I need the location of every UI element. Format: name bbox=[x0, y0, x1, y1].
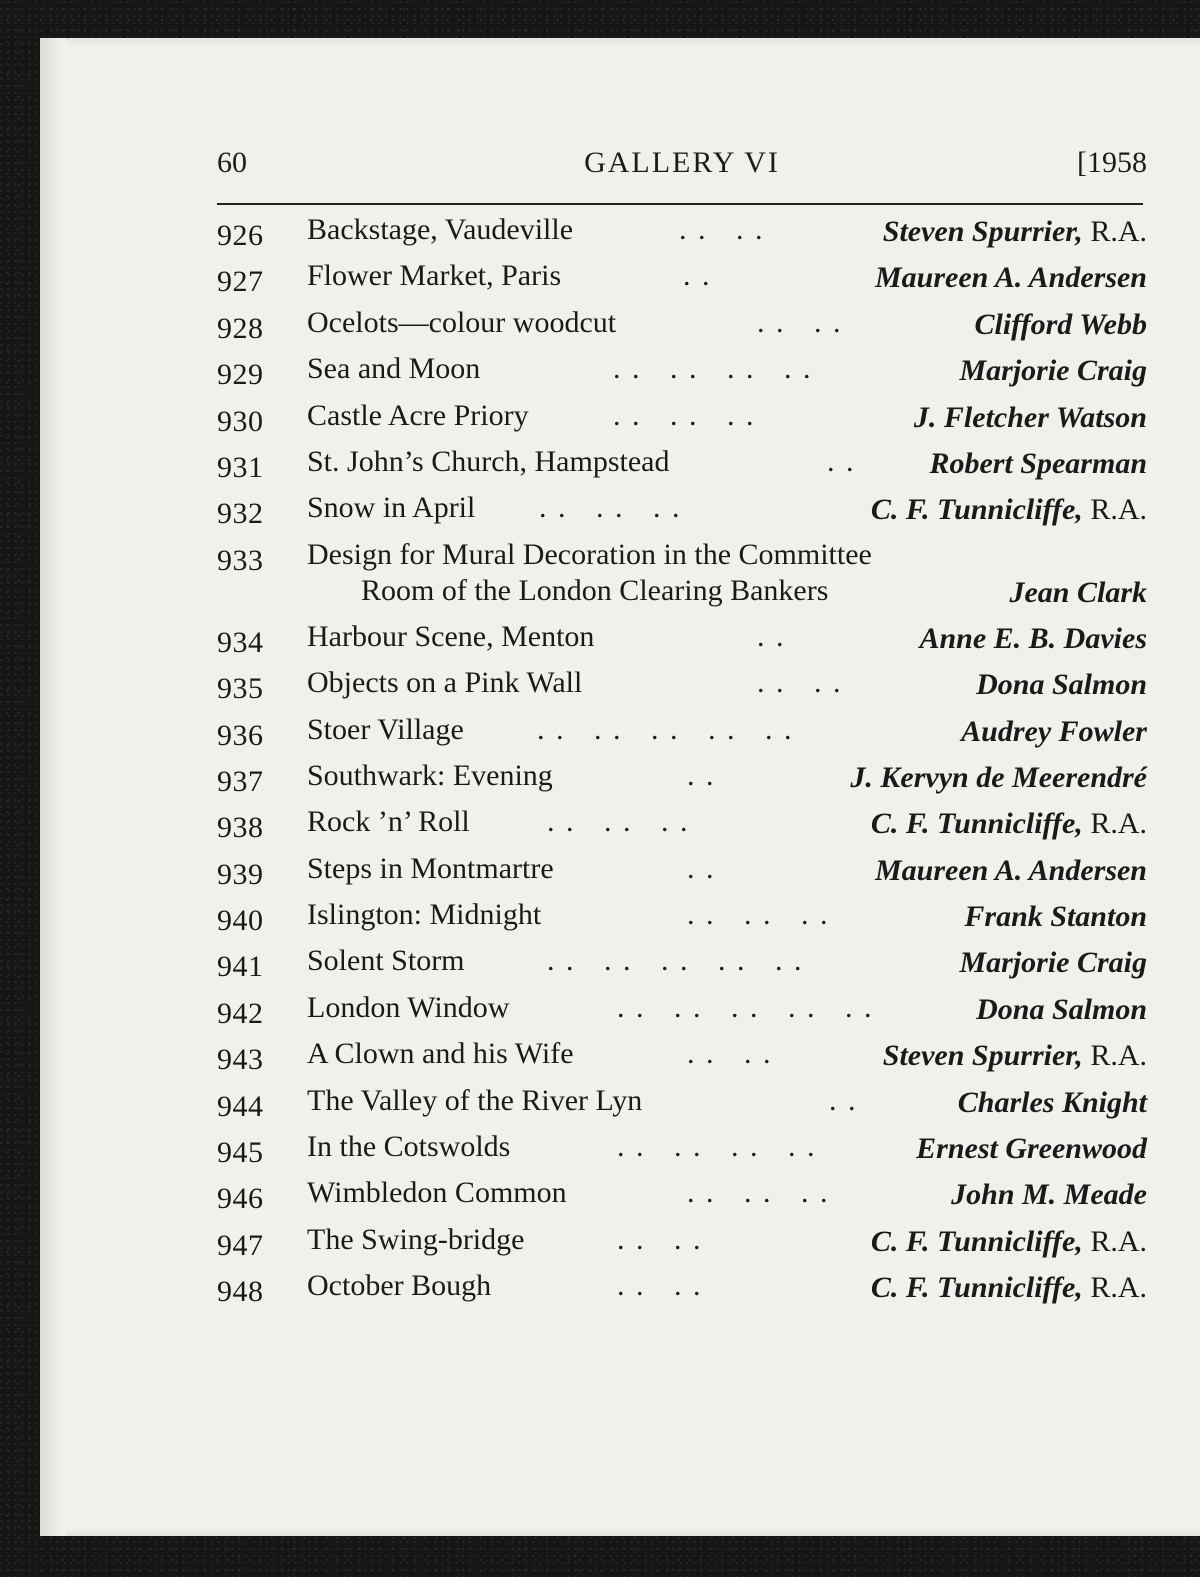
entry-title: A Clown and his Wife bbox=[307, 1037, 574, 1071]
artist-name: Steven Spurrier, bbox=[882, 215, 1083, 248]
dot-leaders: . . . . bbox=[757, 305, 843, 339]
catalogue-entry bbox=[217, 538, 1147, 620]
catalogue-list bbox=[217, 213, 1147, 1316]
catalogue-entry bbox=[217, 445, 1147, 491]
artist-name: Steven Spurrier, bbox=[882, 1039, 1083, 1073]
artist-name: J. Fletcher Watson bbox=[913, 400, 1147, 434]
artist-honour: R.A. bbox=[1090, 807, 1147, 841]
artist-name: Marjorie Craig bbox=[959, 946, 1147, 980]
catalogue-entry bbox=[217, 1037, 1147, 1083]
entry-artist bbox=[916, 1132, 1147, 1166]
entry-title: The Valley of the River Lyn bbox=[307, 1083, 643, 1117]
dot-leaders: . . . . . . bbox=[613, 398, 756, 432]
artist-honour: R.A. bbox=[1090, 1039, 1147, 1073]
running-title: GALLERY VI bbox=[584, 146, 780, 179]
artist-name: J. Kervyn de Meerendré bbox=[850, 760, 1147, 794]
dot-leaders: . . . . bbox=[679, 213, 765, 246]
dot-leaders: . . bbox=[829, 1083, 858, 1117]
entry-artist bbox=[976, 993, 1147, 1027]
catalogue-entry bbox=[217, 306, 1147, 352]
catalogue-entry bbox=[217, 1130, 1147, 1176]
entry-title: Ocelots—colour woodcut bbox=[307, 305, 617, 339]
catalogue-entry bbox=[217, 259, 1147, 305]
entry-artist bbox=[871, 807, 1147, 841]
artist-honour: R.A. bbox=[1090, 1224, 1147, 1258]
catalogue-entry bbox=[217, 991, 1147, 1037]
entry-number: 940 bbox=[217, 904, 264, 938]
artist-name: Dona Salmon bbox=[976, 668, 1147, 702]
catalogue-entry bbox=[217, 898, 1147, 944]
artist-name: John M. Meade bbox=[951, 1178, 1147, 1212]
entry-artist bbox=[875, 261, 1147, 295]
entry-title: Stoer Village bbox=[307, 712, 464, 746]
entry-title: Design for Mural Decoration in the Committee bbox=[307, 537, 872, 571]
entry-artist bbox=[964, 900, 1147, 934]
entry-number: 926 bbox=[217, 219, 264, 252]
artist-name: Marjorie Craig bbox=[959, 354, 1147, 388]
entry-number: 941 bbox=[217, 950, 264, 984]
entry-title: St. John’s Church, Hampstead bbox=[307, 444, 670, 478]
entry-number: 947 bbox=[217, 1228, 264, 1262]
entry-number: 944 bbox=[217, 1089, 264, 1123]
entry-artist bbox=[976, 668, 1147, 702]
entry-number: 939 bbox=[217, 857, 264, 891]
entry-number: 930 bbox=[217, 404, 264, 438]
entry-number: 932 bbox=[217, 497, 264, 531]
artist-name: Ernest Greenwood bbox=[916, 1132, 1147, 1166]
dot-leaders: . . . . . . . . . . bbox=[547, 944, 804, 978]
entry-artist bbox=[929, 447, 1147, 481]
entry-artist bbox=[871, 1271, 1147, 1305]
artist-name: Maureen A. Andersen bbox=[875, 261, 1147, 295]
entry-artist bbox=[958, 1086, 1147, 1120]
entry-title: Flower Market, Paris bbox=[307, 259, 562, 293]
entry-number: 942 bbox=[217, 996, 264, 1030]
entry-title: Islington: Midnight bbox=[307, 898, 542, 932]
artist-name: Maureen A. Andersen bbox=[875, 853, 1147, 887]
artist-honour: R.A. bbox=[1090, 1271, 1147, 1305]
dot-leaders: . . . . . . . . . . bbox=[617, 990, 874, 1024]
catalogue-entry bbox=[217, 399, 1147, 445]
entry-number: 936 bbox=[217, 718, 264, 752]
entry-artist bbox=[850, 761, 1147, 795]
artist-name: Clifford Webb bbox=[974, 307, 1147, 341]
page-number: 60 bbox=[217, 146, 247, 179]
dot-leaders: . . bbox=[827, 444, 856, 478]
catalogue-entry bbox=[217, 805, 1147, 851]
dot-leaders: . . . . . . bbox=[687, 1176, 830, 1210]
entry-title-continuation: Room of the London Clearing Bankers bbox=[361, 573, 829, 607]
entry-artist bbox=[1009, 576, 1147, 610]
artist-name: Jean Clark bbox=[1009, 575, 1147, 609]
entry-title: In the Cotswolds bbox=[307, 1130, 511, 1164]
catalogue-entry bbox=[217, 666, 1147, 712]
catalogue-entry bbox=[217, 1269, 1147, 1315]
entry-artist bbox=[951, 1178, 1147, 1212]
catalogue-entry bbox=[217, 620, 1147, 666]
entry-artist bbox=[883, 215, 1147, 249]
dot-leaders: . . . . bbox=[617, 1269, 703, 1303]
entry-artist bbox=[959, 946, 1147, 980]
entry-artist bbox=[959, 354, 1147, 388]
entry-number: 933 bbox=[217, 543, 264, 577]
entry-artist bbox=[961, 715, 1147, 749]
artist-name: C. F. Tunnicliffe, bbox=[870, 1271, 1083, 1305]
artist-name: Dona Salmon bbox=[976, 992, 1147, 1026]
entry-title: Solent Storm bbox=[307, 944, 465, 978]
artist-honour: R.A. bbox=[1090, 493, 1147, 527]
year-marker: [1958 bbox=[1077, 146, 1147, 179]
entry-number: 934 bbox=[217, 625, 264, 659]
catalogue-entry bbox=[217, 1223, 1147, 1269]
entry-title: The Swing-bridge bbox=[307, 1222, 525, 1256]
entry-title: Rock ’n’ Roll bbox=[307, 805, 470, 839]
entry-number: 943 bbox=[217, 1043, 264, 1077]
entry-title: Castle Acre Priory bbox=[307, 398, 529, 432]
entry-title: Southwark: Evening bbox=[307, 758, 553, 792]
entry-title: Sea and Moon bbox=[307, 352, 481, 386]
entry-number: 927 bbox=[217, 265, 264, 299]
dot-leaders: . . bbox=[683, 259, 712, 293]
entry-number: 929 bbox=[217, 358, 264, 392]
page-header bbox=[217, 146, 1147, 186]
catalogue-entry bbox=[217, 1084, 1147, 1130]
entry-title: Backstage, Vaudeville bbox=[307, 213, 574, 246]
catalogue-entry bbox=[217, 852, 1147, 898]
dot-leaders: . . . . . . . . bbox=[617, 1130, 817, 1164]
entry-title: London Window bbox=[307, 990, 510, 1024]
entry-number: 938 bbox=[217, 811, 264, 845]
page-gutter bbox=[40, 38, 66, 1536]
dot-leaders: . . . . bbox=[757, 666, 843, 700]
dot-leaders: . . . . bbox=[687, 1037, 773, 1071]
entry-number: 948 bbox=[217, 1275, 264, 1309]
entry-title: Objects on a Pink Wall bbox=[307, 666, 583, 700]
entry-artist bbox=[875, 854, 1147, 888]
entry-title: Steps in Montmartre bbox=[307, 851, 554, 885]
dot-leaders: . . . . . . bbox=[687, 898, 830, 932]
entry-artist bbox=[919, 622, 1147, 656]
entry-number: 945 bbox=[217, 1136, 264, 1170]
artist-honour: R.A. bbox=[1090, 215, 1147, 248]
artist-name: Charles Knight bbox=[957, 1085, 1147, 1119]
artist-name: Anne E. B. Davies bbox=[919, 621, 1147, 655]
entry-title: October Bough bbox=[307, 1269, 492, 1303]
entry-number: 937 bbox=[217, 764, 264, 798]
entry-title: Harbour Scene, Menton bbox=[307, 619, 595, 653]
dot-leaders: . . bbox=[687, 758, 716, 792]
header-rule bbox=[217, 203, 1143, 205]
entry-artist bbox=[883, 1039, 1147, 1073]
artist-name: Robert Spearman bbox=[929, 446, 1147, 480]
entry-artist bbox=[871, 493, 1147, 527]
dot-leaders: . . bbox=[757, 619, 786, 653]
catalogue-entry bbox=[217, 352, 1147, 398]
entry-title: Snow in April bbox=[307, 491, 476, 525]
entry-number: 928 bbox=[217, 311, 264, 345]
dot-leaders: . . . . . . bbox=[547, 805, 690, 839]
dot-leaders: . . . . . . bbox=[539, 491, 682, 525]
artist-name: Audrey Fowler bbox=[961, 714, 1147, 748]
entry-title: Wimbledon Common bbox=[307, 1176, 567, 1210]
catalogue-entry bbox=[217, 1176, 1147, 1222]
entry-artist bbox=[974, 308, 1147, 342]
entry-artist bbox=[914, 401, 1147, 435]
entry-number: 931 bbox=[217, 450, 264, 484]
artist-name: C. F. Tunnicliffe, bbox=[870, 1224, 1083, 1258]
catalogue-entry bbox=[217, 713, 1147, 759]
artist-name: Frank Stanton bbox=[964, 900, 1147, 934]
entry-number: 946 bbox=[217, 1182, 264, 1216]
catalogue-entry bbox=[217, 944, 1147, 990]
dot-leaders: . . . . bbox=[617, 1222, 703, 1256]
dot-leaders: . . . . . . . . . . bbox=[537, 712, 794, 746]
catalogue-entry bbox=[217, 213, 1147, 259]
entry-number: 935 bbox=[217, 672, 264, 706]
artist-name: C. F. Tunnicliffe, bbox=[870, 493, 1083, 527]
dot-leaders: . . . . . . . . bbox=[613, 352, 813, 386]
catalogue-entry bbox=[217, 491, 1147, 537]
entry-artist bbox=[871, 1225, 1147, 1259]
artist-name: C. F. Tunnicliffe, bbox=[870, 807, 1083, 841]
dot-leaders: . . bbox=[687, 851, 716, 885]
catalogue-entry bbox=[217, 759, 1147, 805]
